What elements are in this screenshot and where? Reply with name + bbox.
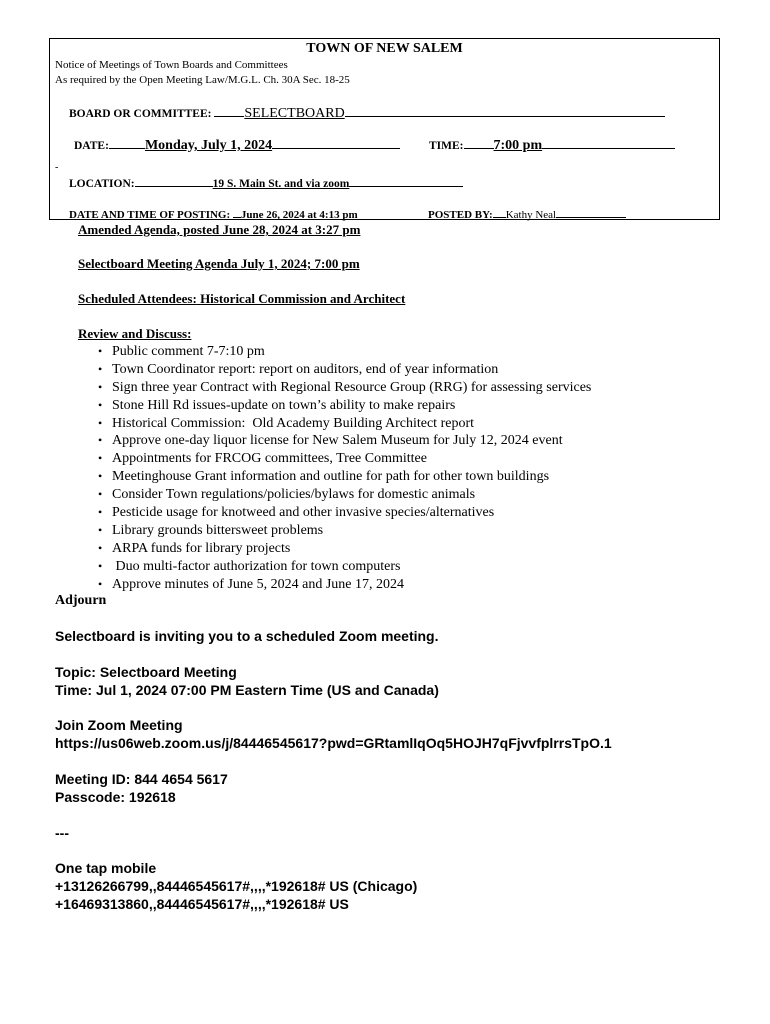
board-row [69, 105, 665, 122]
blank-line [493, 206, 506, 218]
agenda-item-text: Appointments for FRCOG committees, Tree Committee [112, 451, 427, 467]
zoom-topic: Topic: Selectboard Meeting [55, 664, 237, 680]
zoom-meeting-link[interactable]: https://us06web.zoom.us/j/84446545617?pwd=GRtamlIqOq5HOJH7qFjvvfplrrsTpO.1 [55, 735, 612, 751]
date-label: DATE: [74, 140, 109, 152]
agenda-item-text: Public comment 7-7:10 pm [112, 344, 265, 359]
adjourn-label: Adjourn [55, 593, 107, 608]
bullet-icon: • [98, 344, 103, 358]
bullet-icon: • [98, 522, 103, 537]
location-row [69, 175, 463, 190]
bullet-icon: • [98, 415, 103, 430]
review-and-discuss-heading: Review and Discuss: [78, 326, 192, 341]
posting-value: June 26, 2024 at 4:13 pm [240, 209, 358, 221]
zoom-phone-chicago[interactable]: +13126266799,,84446545617#,,,,*192618# US (Chicago) [55, 878, 418, 894]
location-value: 19 S. Main St. and via zoom [212, 178, 350, 190]
posted-by-label: POSTED BY: [428, 209, 493, 221]
bullet-icon: • [98, 540, 103, 555]
agenda-item [98, 343, 591, 361]
posting-row [69, 206, 358, 221]
agenda-item [98, 540, 591, 558]
zoom-join-label: Join Zoom Meeting [55, 717, 183, 733]
blank-line [272, 137, 400, 149]
zoom-meeting-id: Meeting ID: 844 4654 5617 [55, 771, 228, 787]
location-label: LOCATION: [69, 178, 135, 190]
blank-line [349, 175, 463, 187]
blank-line [214, 105, 244, 117]
bullet-icon: • [98, 505, 103, 520]
agenda-item [98, 432, 591, 450]
agenda-item-text: Approve one-day liquor license for New Salem Museum for July 12, 2024 event [112, 433, 563, 449]
zoom-phone-us[interactable]: +16469313860,,84446545617#,,,,*192618# US [55, 896, 349, 912]
bullet-icon: • [98, 558, 103, 573]
agenda-item [98, 576, 591, 594]
agenda-item [98, 558, 591, 576]
agenda-item [98, 486, 591, 504]
bullet-icon: • [98, 576, 103, 591]
blank-line [233, 206, 241, 218]
zoom-time: Time: Jul 1, 2024 07:00 PM Eastern Time (US and Canada) [55, 682, 439, 698]
agenda-item [98, 397, 591, 415]
posted-by-row [428, 206, 626, 221]
zoom-passcode: Passcode: 192618 [55, 789, 176, 805]
blank-line [109, 137, 145, 149]
agenda-item-text: Pesticide usage for knotweed and other invasive species/alternatives [112, 505, 495, 521]
agenda-item [98, 504, 591, 522]
board-value: SELECTBOARD [244, 106, 345, 121]
town-title: TOWN OF NEW SALEM [306, 41, 463, 56]
bullet-icon: • [98, 451, 103, 466]
agenda-item [98, 379, 591, 397]
zoom-separator: --- [55, 825, 69, 841]
blank-line [135, 175, 213, 187]
date-value: Monday, July 1, 2024 [144, 138, 273, 153]
posting-label: DATE AND TIME OF POSTING: [69, 209, 231, 221]
agenda-item-text: Approve minutes of June 5, 2024 and June 17, 2024 [112, 576, 405, 592]
attendees-value: Historical Commission and Architect [200, 291, 406, 306]
posted-by-value: Kathy Neal [505, 209, 557, 221]
time-value: 7:00 pm [493, 138, 543, 153]
board-label: BOARD OR COMMITTEE: [69, 108, 212, 120]
agenda-item-text: Stone Hill Rd issues-update on town’s ability to make repairs [112, 397, 456, 413]
bullet-icon: • [98, 433, 103, 448]
date-row [74, 137, 400, 154]
dash-mark: - [55, 162, 59, 173]
bullet-icon: • [98, 379, 103, 394]
agenda-items-list [98, 343, 591, 593]
blank-line [345, 105, 665, 117]
notice-subtitle: Notice of Meetings of Town Boards and Committees [55, 59, 288, 71]
agenda-item-text: Historical Commission: Old Academy Building Architect report [112, 415, 475, 431]
blank-line [556, 206, 626, 218]
blank-line [542, 137, 675, 149]
agenda-item-text: Town Coordinator report: report on auditors, end of year information [112, 361, 499, 377]
agenda-item-text: Meetinghouse Grant information and outline for path for other town buildings [112, 469, 550, 485]
bullet-icon: • [98, 469, 103, 484]
agenda-item [98, 415, 591, 433]
bullet-icon: • [98, 361, 103, 376]
bullet-icon: • [98, 487, 103, 502]
amended-agenda-note: Amended Agenda, posted June 28, 2024 at 3:27 pm [78, 222, 361, 237]
agenda-item-text: Library grounds bittersweet problems [112, 522, 324, 538]
attendees-label: Scheduled Attendees: [78, 291, 197, 306]
meeting-agenda-heading: Selectboard Meeting Agenda July 1, 2024; 7:00 pm [78, 256, 360, 271]
agenda-item [98, 361, 591, 379]
agenda-item-text: ARPA funds for library projects [112, 540, 291, 556]
time-row [429, 137, 675, 154]
time-label: TIME: [429, 140, 464, 152]
agenda-item-text: Duo multi-factor authorization for town computers [112, 558, 401, 574]
agenda-item-text: Sign three year Contract with Regional Resource Group (RRG) for assessing services [112, 379, 592, 395]
scheduled-attendees [78, 291, 405, 307]
meeting-notice-box [49, 38, 720, 220]
bullet-icon: • [98, 397, 103, 412]
notice-law-reference: As required by the Open Meeting Law/M.G.L. Ch. 30A Sec. 18-25 [55, 74, 350, 86]
zoom-invite-text: Selectboard is inviting you to a scheduled Zoom meeting. [55, 628, 439, 644]
agenda-item-text: Consider Town regulations/policies/bylaws for domestic animals [112, 487, 476, 503]
agenda-item [98, 450, 591, 468]
agenda-item [98, 468, 591, 486]
zoom-one-tap-label: One tap mobile [55, 860, 157, 876]
agenda-item [98, 522, 591, 540]
blank-line [464, 137, 494, 149]
